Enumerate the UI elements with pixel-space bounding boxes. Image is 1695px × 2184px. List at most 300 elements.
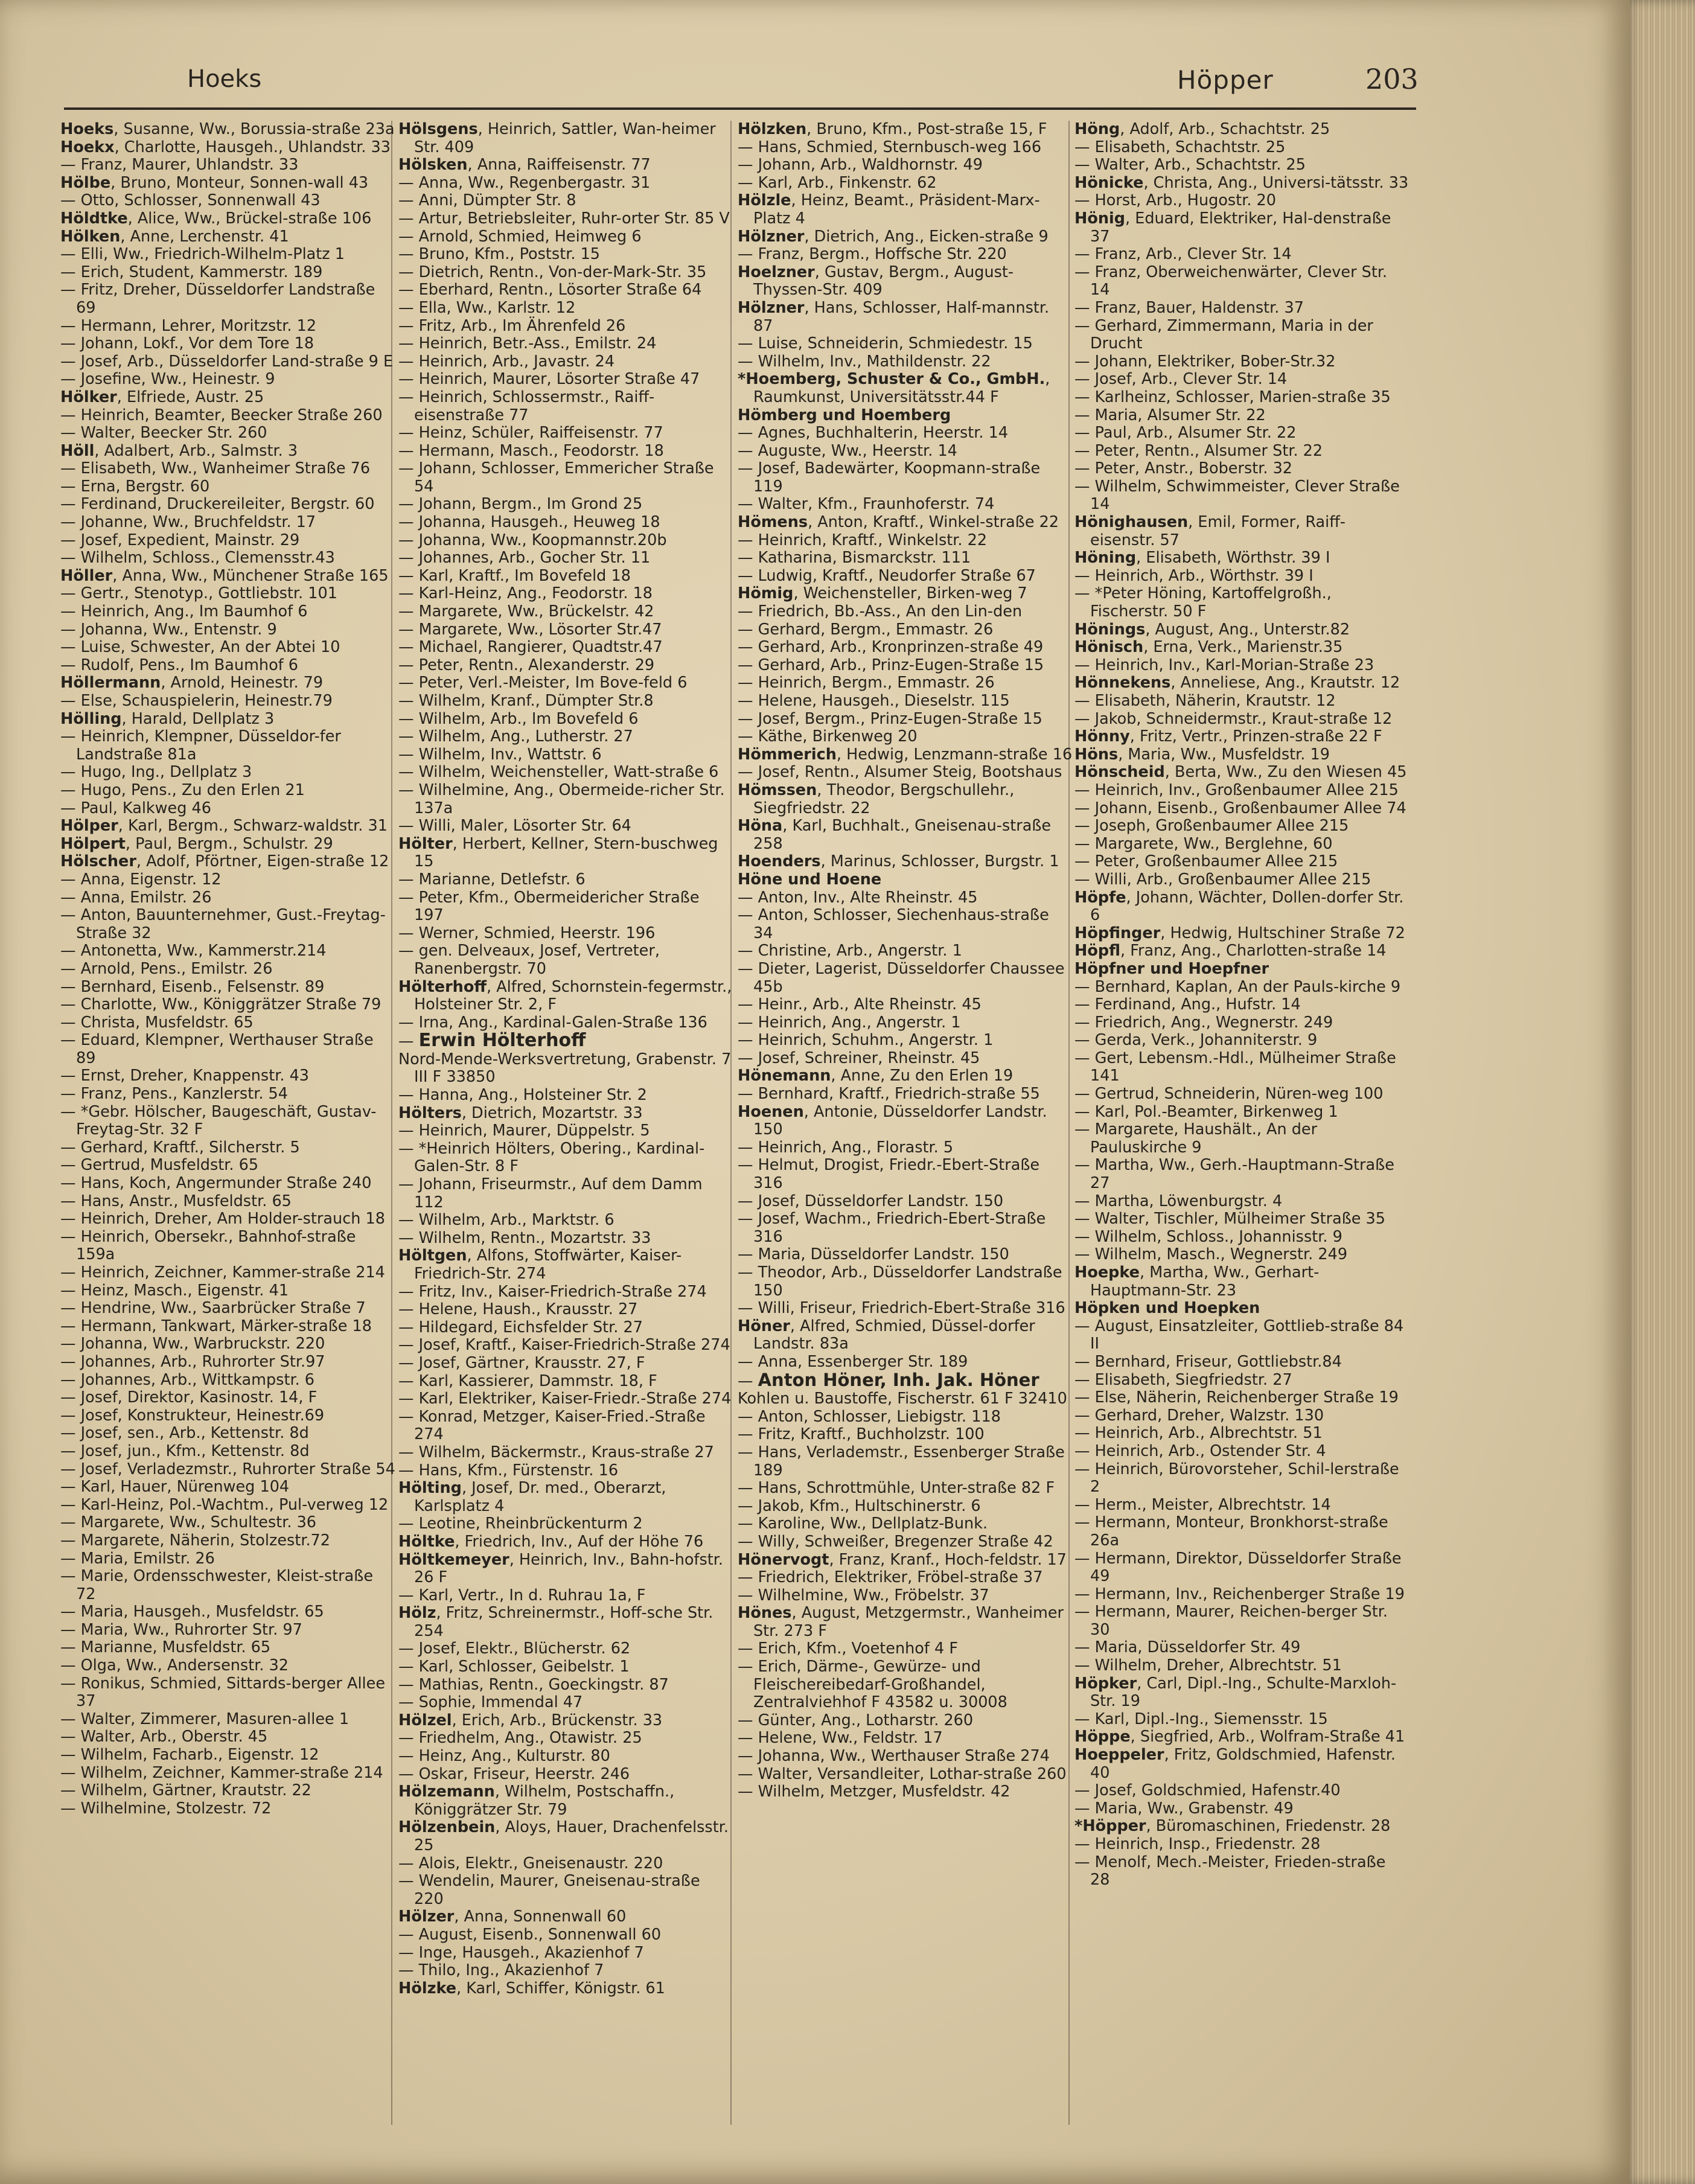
directory-entry: Hölzke, Karl, Schiffer, Königstr. 61 [398, 1979, 665, 1997]
directory-entry: — Luise, Schneiderin, Schmiedestr. 15 [738, 334, 1033, 353]
directory-entry: — Helene, Hausgeh., Dieselstr. 115 [738, 692, 1010, 710]
directory-entry: — Gertrud, Musfeldstr. 65 [60, 1156, 259, 1175]
directory-entry: Hölzken, Bruno, Kfm., Post-straße 15, F [738, 121, 1047, 138]
directory-entry: Hölsken, Anna, Raiffeisenstr. 77 [398, 156, 651, 174]
directory-entry: Höning, Elisabeth, Wörthstr. 39 I [1074, 549, 1330, 567]
directory-entry: — Jakob, Schneidermstr., Kraut-straße 12 [1074, 709, 1393, 728]
directory-entry: — Anton, Schlosser, Liebigstr. 118 [738, 1407, 1001, 1426]
directory-entry: — Ernst, Dreher, Knappenstr. 43 [60, 1067, 310, 1085]
directory-entry: — Paul, Kalkweg 46 [60, 799, 211, 817]
directory-entry: — Maria, Ww., Grabenstr. 49 [1074, 1799, 1294, 1818]
directory-entry: Höltgen, Alfons, Stoffwärter, Kaiser-Friedrich-Str. 274 [398, 1247, 682, 1283]
directory-entry: — Karl, Kassierer, Dammstr. 18, F [398, 1371, 657, 1390]
directory-entry: — Otto, Schlosser, Sonnenwall 43 [60, 191, 321, 210]
directory-entry: — Johann, Schlosser, Emmericher Straße 54 [398, 459, 714, 496]
directory-entry: Nord-Mende-Werksvertretung, Grabenstr. 7 III F 33850 [398, 1050, 732, 1087]
directory-entry: — Elisabeth, Ww., Wanheimer Straße 76 [60, 459, 371, 478]
directory-entry: — Anna, Eigenstr. 12 [60, 870, 222, 889]
directory-entry: — Wilhelm, Zeichner, Kammer-straße 214 [60, 1763, 383, 1782]
directory-entry: Höna, Karl, Buchhalt., Gneisenau-straße 258 [738, 817, 1052, 853]
directory-entry: — Hermann, Tankwart, Märker-straße 18 [60, 1317, 372, 1335]
directory-entry: — Joseph, Großenbaumer Allee 215 [1074, 817, 1349, 835]
directory-entry: — Gerda, Verk., Johanniterstr. 9 [1074, 1031, 1318, 1050]
directory-entry: — Wilhelm, Facharb., Eigenstr. 12 [60, 1746, 319, 1764]
directory-entry: — Anna, Essenberger Str. 189 [738, 1352, 968, 1371]
directory-entry: — Anton, Bauunternehmer, Gust.-Freytag-Straße 32 [60, 906, 386, 942]
directory-entry: Hölzenbein, Aloys, Hauer, Drachenfelsstr. 25 [398, 1818, 729, 1854]
directory-entry: *Hoemberg, Schuster & Co., GmbH., Raumkunst, Universitätsstr.44 F [738, 370, 1050, 406]
directory-entry: — Friedrich, Ang., Wegnerstr. 249 [1074, 1013, 1333, 1032]
directory-entry: Höldtke, Alice, Ww., Brückel-straße 106 [60, 209, 372, 228]
directory-entry: — Heinz, Ang., Kulturstr. 80 [398, 1747, 610, 1766]
directory-entry: — August, Einsatzleiter, Gottlieb-straße 84 II [1074, 1317, 1404, 1353]
directory-column-2 [398, 121, 733, 2137]
directory-entry: — Johanna, Hausgeh., Heuweg 18 [398, 513, 660, 532]
directory-entry: — Heinrich, Ang., Im Baumhof 6 [60, 602, 308, 621]
directory-entry: — Wilhelm, Weichensteller, Watt-straße 6 [398, 763, 719, 782]
directory-entry: — Elisabeth, Siegfriedstr. 27 [1074, 1370, 1292, 1389]
directory-entry: — Johannes, Arb., Wittkampstr. 6 [60, 1370, 315, 1389]
directory-entry: — Josef, Verladezmstr., Ruhrorter Straße 54 [60, 1460, 395, 1478]
directory-entry: — Käthe, Birkenweg 20 [738, 727, 918, 746]
directory-entry: — Walter, Tischler, Mülheimer Straße 35 [1074, 1210, 1385, 1228]
directory-entry: — Karl, Vertr., In d. Ruhrau 1a, F [398, 1586, 646, 1604]
directory-entry: — Konrad, Metzger, Kaiser-Fried.-Straße 274 [398, 1407, 706, 1444]
directory-entry: Höppe, Siegfried, Arb., Wolfram-Straße 41 [1074, 1728, 1405, 1746]
directory-entry: — Peter, Kfm., Obermeidericher Straße 197 [398, 888, 700, 925]
header-rule [64, 107, 1416, 110]
directory-entry: Hölsgens, Heinrich, Sattler, Wan-heimer Str. 409 [398, 121, 716, 156]
directory-entry: — Else, Näherin, Reichenberger Straße 19 [1074, 1388, 1399, 1407]
directory-entry: Hönemann, Anne, Zu den Erlen 19 [738, 1067, 1013, 1085]
directory-entry: Hoeppeler, Fritz, Goldschmied, Hafenstr. 40 [1074, 1746, 1396, 1782]
directory-entry: Hölpert, Paul, Bergm., Schulstr. 29 [60, 834, 333, 853]
directory-entry: Hönighausen, Emil, Former, Raiff-eisenstr. 57 [1074, 513, 1345, 549]
directory-entry: — Karl, Kraftf., Im Bovefeld 18 [398, 566, 631, 585]
directory-entry: — Heinrich, Klempner, Düsseldor-fer Landstraße 81a [60, 727, 341, 764]
directory-entry: — Ella, Ww., Karlstr. 12 [398, 298, 576, 317]
directory-entry: — Charlotte, Ww., Königgrätzer Straße 79 [60, 995, 381, 1014]
directory-entry: Hönings, August, Ang., Unterstr.82 [1074, 620, 1350, 639]
directory-entry: — Willi, Friseur, Friedrich-Ebert-Straße 316 [738, 1299, 1065, 1318]
directory-entry: — Margarete, Ww., Lösorter Str.47 [398, 620, 662, 639]
directory-entry: — Heinrich, Maurer, Lösorter Straße 47 [398, 370, 700, 389]
directory-entry: — Wilhelm, Bäckermstr., Kraus-straße 27 [398, 1443, 714, 1461]
directory-entry: — Josef, Düsseldorfer Landstr. 150 [738, 1192, 1004, 1210]
directory-entry: — Karl, Schlosser, Geibelstr. 1 [398, 1658, 630, 1676]
directory-entry: — Johannes, Arb., Ruhrorter Str.97 [60, 1352, 325, 1371]
directory-entry: — Bernhard, Friseur, Gottliebstr.84 [1074, 1352, 1342, 1371]
directory-entry: — Gerhard, Arb., Kronprinzen-straße 49 [738, 638, 1044, 657]
directory-entry: Hölker, Elfriede, Austr. 25 [60, 388, 264, 406]
directory-entry: — Gert, Lebensm.-Hdl., Mülheimer Straße 141 [1074, 1049, 1396, 1085]
directory-entry: — Rudolf, Pens., Im Baumhof 6 [60, 656, 298, 674]
directory-entry: Hölzer, Anna, Sonnenwall 60 [398, 1908, 627, 1926]
directory-entry: — Michael, Rangierer, Quadtstr.47 [398, 638, 663, 657]
directory-entry: Höltkemeyer, Heinrich, Inv., Bahn-hofstr. 26 F [398, 1550, 724, 1587]
directory-entry: — Karl, Hauer, Nürenweg 104 [60, 1478, 290, 1496]
directory-entry: — Josef, jun., Kfm., Kettenstr. 8d [60, 1442, 310, 1460]
directory-entry: — Dieter, Lagerist, Düsseldorfer Chaussee 45b [738, 959, 1065, 996]
directory-entry: — Heinrich, Inv., Großenbaumer Allee 215 [1074, 781, 1399, 799]
directory-entry: — Helmut, Drogist, Friedr.-Ebert-Straße 316 [738, 1156, 1040, 1193]
directory-entry: — Maria, Düsseldorfer Landstr. 150 [738, 1245, 1009, 1264]
directory-entry: — Margarete, Ww., Schultestr. 36 [60, 1513, 317, 1532]
directory-entry: — Heinrich, Obersekr., Bahnhof-straße 159a [60, 1227, 356, 1264]
directory-entry: — Wilhelm, Dreher, Albrechtstr. 51 [1074, 1656, 1342, 1675]
directory-entry: Hömig, Weichensteller, Birken-weg 7 [738, 584, 1027, 603]
directory-entry: Hoekx, Charlotte, Hausgeh., Uhlandstr. 33 [60, 138, 391, 156]
directory-entry: — Heinrich, Arb., Wörthstr. 39 I [1074, 566, 1314, 585]
directory-entry: — Peter, Rentn., Alexanderstr. 29 [398, 656, 655, 674]
directory-entry: — Josef, Gärtner, Krausstr. 27, F [398, 1353, 645, 1372]
directory-entry: — Heinrich, Ang., Angerstr. 1 [738, 1013, 961, 1032]
directory-entry: — Heinrich, Bergm., Emmastr. 26 [738, 674, 995, 692]
directory-entry: — Friedrich, Elektriker, Fröbel-straße 37 [738, 1568, 1043, 1587]
directory-entry: Höpken und Hoepken [1074, 1299, 1260, 1318]
directory-entry: — Josef, Konstrukteur, Heinestr.69 [60, 1406, 325, 1425]
directory-entry: — Heinrich, Dreher, Am Holder-strauch 18 [60, 1210, 385, 1228]
directory-entry: — Josef, Schreiner, Rheinstr. 45 [738, 1049, 980, 1067]
directory-entry: — Johann, Lokf., Vor dem Tore 18 [60, 334, 314, 353]
directory-entry: — Anton, Inv., Alte Rheinstr. 45 [738, 888, 978, 907]
directory-entry: — Elisabeth, Näherin, Krautstr. 12 [1074, 692, 1336, 710]
directory-entry: Hömens, Anton, Kraftf., Winkel-straße 22 [738, 513, 1059, 532]
directory-entry: — Alois, Elektr., Gneisenaustr. 220 [398, 1854, 663, 1873]
directory-entry: — Gerhard, Kraftf., Silcherstr. 5 [60, 1138, 300, 1157]
directory-entry: — Johanna, Ww., Werthauser Straße 274 [738, 1747, 1050, 1766]
directory-entry: — Luise, Schwester, An der Abtei 10 [60, 638, 340, 657]
directory-entry: Hölken, Anne, Lerchenstr. 41 [60, 227, 289, 246]
directory-entry: — Erwin Hölterhoff [398, 1030, 586, 1052]
directory-entry: Höller, Anna, Ww., Münchener Straße 165 [60, 566, 389, 585]
directory-entry: — Walter, Arb., Schachtstr. 25 [1074, 156, 1306, 174]
directory-entry: — Anton Höner, Inh. Jak. Höner [738, 1369, 1039, 1390]
directory-entry: — Karlheinz, Schlosser, Marien-straße 35 [1074, 388, 1391, 406]
directory-entry: Hoelzner, Gustav, Bergm., August-Thyssen-Str. 409 [738, 263, 1014, 299]
directory-entry: — Anton, Schlosser, Siechenhaus-straße 34 [738, 906, 1049, 942]
directory-entry: — Maria, Emilstr. 26 [60, 1549, 215, 1568]
directory-entry: *Höpper, Büromaschinen, Friedenstr. 28 [1074, 1817, 1391, 1836]
directory-entry: — Helene, Haush., Krausstr. 27 [398, 1300, 638, 1319]
directory-entry: — Franz, Oberweichenwärter, Clever Str. 14 [1074, 263, 1388, 299]
directory-entry: — Hildegard, Eichsfelder Str. 27 [398, 1318, 643, 1336]
directory-entry: — Oskar, Friseur, Heerstr. 246 [398, 1764, 630, 1783]
directory-entry: — Hans, Kfm., Fürstenstr. 16 [398, 1461, 619, 1480]
directory-entry: Hölter, Herbert, Kellner, Stern-buschweg 15 [398, 834, 718, 871]
directory-entry: Höllermann, Arnold, Heinestr. 79 [60, 674, 324, 692]
directory-entry: Hölters, Dietrich, Mozartstr. 33 [398, 1103, 643, 1122]
directory-entry: — Johanna, Ww., Koopmannstr.20b [398, 531, 667, 549]
directory-entry: — Eberhard, Rentn., Lösorter Straße 64 [398, 281, 702, 299]
directory-entry: Hoeks, Susanne, Ww., Borussia-straße 23a [60, 121, 395, 138]
directory-entry: — Herm., Meister, Albrechtstr. 14 [1074, 1495, 1331, 1514]
directory-entry: — Wilhelm, Ang., Lutherstr. 27 [398, 727, 633, 746]
directory-entry: — *Heinrich Hölters, Obering., Kardinal-Galen-Str. 8 F [398, 1139, 705, 1176]
directory-entry: — Eduard, Klempner, Werthauser Straße 89 [60, 1031, 374, 1067]
directory-entry: — Johanne, Ww., Bruchfeldstr. 17 [60, 513, 316, 532]
directory-entry: Hönicke, Christa, Ang., Universi-tätsstr. 33 [1074, 173, 1409, 192]
directory-entry: — Hans, Schrottmühle, Unter-straße 82 F [738, 1479, 1055, 1498]
directory-entry: — Ronikus, Schmied, Sittards-berger Allee 37 [60, 1674, 386, 1711]
directory-entry: — Bruno, Kfm., Poststr. 15 [398, 245, 601, 264]
directory-entry: Höpker, Carl, Dipl.-Ing., Schulte-Marxloh-Str. 19 [1074, 1674, 1397, 1711]
directory-entry: — Wilhelm, Gärtner, Krautstr. 22 [60, 1781, 311, 1800]
directory-entry: — Walter, Arb., Oberstr. 45 [60, 1728, 268, 1746]
directory-entry: — Bernhard, Kraftf., Friedrich-straße 55 [738, 1085, 1040, 1103]
directory-entry: Hönervogt, Franz, Kranf., Hoch-feldstr. 17 [738, 1550, 1067, 1569]
directory-entry: Hönig, Eduard, Elektriker, Hal-denstraße 37 [1074, 209, 1391, 246]
directory-entry: — Friedrich, Bb.-Ass., An den Lin-den [738, 602, 1023, 621]
directory-entry: — Peter, Verl.-Meister, Im Bove-feld 6 [398, 674, 688, 692]
directory-column-1 [60, 121, 395, 2137]
directory-entry: Hölterhoff, Alfred, Schornstein-fegermstr., Holsteiner Str. 2, F [398, 977, 732, 1014]
directory-entry: — Hans, Schmied, Sternbusch-weg 166 [738, 138, 1042, 156]
directory-entry: — Wilhelmine, Stolzestr. 72 [60, 1799, 272, 1818]
directory-entry: Hoenders, Marinus, Schlosser, Burgstr. 1 [738, 852, 1059, 871]
directory-entry: — Wendelin, Maurer, Gneisenau-straße 220 [398, 1872, 700, 1908]
directory-entry: — Heinrich, Bürovorsteher, Schil-lerstraße 2 [1074, 1460, 1399, 1496]
directory-entry: Hölper, Karl, Bergm., Schwarz-waldstr. 31 [60, 817, 388, 835]
directory-entry: — Thilo, Ing., Akazienhof 7 [398, 1961, 604, 1980]
directory-entry: — Johann, Friseurmstr., Auf dem Damm 112 [398, 1175, 703, 1212]
directory-entry: Hönnekens, Anneliese, Ang., Krautstr. 12 [1074, 674, 1400, 692]
directory-entry: — Karoline, Ww., Dellplatz-Bunk. [738, 1515, 988, 1533]
directory-entry: — Hermann, Masch., Feodorstr. 18 [398, 441, 664, 460]
directory-entry: — Heinrich, Maurer, Düppelstr. 5 [398, 1122, 650, 1140]
directory-entry: — Wilhelmine, Ww., Fröbelstr. 37 [738, 1586, 989, 1604]
directory-entry: — Heinrich, Schuhm., Angerstr. 1 [738, 1031, 994, 1050]
directory-entry: — Karl, Dipl.-Ing., Siemensstr. 15 [1074, 1710, 1328, 1728]
directory-entry: — Hermann, Lehrer, Moritzstr. 12 [60, 316, 317, 335]
directory-entry: — Margarete, Näherin, Stolzestr.72 [60, 1531, 331, 1550]
directory-entry: Hönny, Fritz, Vertr., Prinzen-straße 22 F [1074, 727, 1382, 746]
directory-entry: — Gerhard, Bergm., Emmastr. 26 [738, 620, 994, 639]
directory-entry: — Josef, Wachm., Friedrich-Ebert-Straße 316 [738, 1210, 1046, 1246]
directory-entry: Höltke, Friedrich, Inv., Auf der Höhe 76 [398, 1532, 704, 1551]
directory-entry: — Bernhard, Eisenb., Felsenstr. 89 [60, 977, 325, 996]
directory-entry: — Sophie, Immendal 47 [398, 1693, 583, 1712]
directory-entry: Höpfinger, Hedwig, Hultschiner Straße 72 [1074, 924, 1405, 942]
directory-entry: — Josef, Elektr., Blücherstr. 62 [398, 1640, 631, 1658]
directory-entry: — Josef, Direktor, Kasinostr. 14, F [60, 1388, 318, 1407]
directory-entry: — Erich, Därme-, Gewürze- und Fleischereibedarf-Großhandel, Zentralviehhof F 43582 u. 30008 [738, 1658, 1007, 1712]
directory-entry: Höpfner und Hoepfner [1074, 959, 1269, 978]
directory-entry: — Josef, Badewärter, Koopmann-straße 119 [738, 459, 1041, 496]
directory-entry: Hönes, August, Metzgermstr., Wanheimer Str. 273 F [738, 1604, 1064, 1640]
directory-entry: Hoepke, Martha, Ww., Gerhart-Hauptmann-Str. 23 [1074, 1263, 1320, 1300]
directory-entry: — Hugo, Pens., Zu den Erlen 21 [60, 781, 305, 799]
directory-column-3 [738, 121, 1073, 2137]
directory-entry: — Karl-Heinz, Ang., Feodorstr. 18 [398, 584, 653, 603]
directory-entry: — Erich, Student, Kammerstr. 189 [60, 263, 323, 281]
directory-entry: — Heinrich, Arb., Ostender Str. 4 [1074, 1442, 1326, 1460]
directory-entry: — Heinrich, Insp., Friedenstr. 28 [1074, 1835, 1321, 1853]
directory-entry: Höner, Alfred, Schmied, Düssel-dorfer Landstr. 83a [738, 1317, 1035, 1353]
directory-entry: — Fritz, Kraftf., Buchholzstr. 100 [738, 1425, 985, 1444]
directory-entry: — Wilhelm, Schloss., Johannisstr. 9 [1074, 1227, 1342, 1246]
directory-entry: — Ferdinand, Ang., Hufstr. 14 [1074, 995, 1301, 1014]
directory-entry: — Josef, Expedient, Mainstr. 29 [60, 531, 300, 549]
directory-entry: — *Peter Höning, Kartoffelgroßh., Fischerstr. 50 F [1074, 584, 1332, 621]
directory-entry: Kohlen u. Baustoffe, Fischerstr. 61 F 32410 [738, 1390, 1067, 1408]
directory-entry: Hölbe, Bruno, Monteur, Sonnen-wall 43 [60, 173, 369, 192]
directory-entry: — Peter, Großenbaumer Allee 215 [1074, 852, 1338, 871]
directory-entry: — Christine, Arb., Angerstr. 1 [738, 942, 962, 960]
directory-entry: Hoenen, Antonie, Düsseldorfer Landstr. 150 [738, 1102, 1047, 1139]
directory-entry: — Heinrich, Arb., Albrechtstr. 51 [1074, 1424, 1323, 1443]
directory-entry: Höne und Hoene [738, 870, 882, 889]
directory-entry: — Martha, Ww., Gerh.-Hauptmann-Straße 27 [1074, 1156, 1394, 1193]
running-head-right: Höpper [1177, 65, 1274, 95]
directory-entry: — Karl, Arb., Finkenstr. 62 [738, 173, 937, 192]
directory-entry: — Leotine, Rheinbrückenturm 2 [398, 1515, 643, 1533]
directory-entry: — Hermann, Direktor, Düsseldorfer Straße 49 [1074, 1549, 1402, 1586]
directory-entry: — Josef, Goldschmied, Hafenstr.40 [1074, 1781, 1341, 1800]
directory-entry: — Erich, Kfm., Voetenhof 4 F [738, 1640, 958, 1658]
directory-entry: — Hanna, Ang., Holsteiner Str. 2 [398, 1086, 647, 1105]
directory-column-4 [1074, 121, 1409, 2137]
directory-entry: — Antonetta, Ww., Kammerstr.214 [60, 942, 327, 960]
directory-entry: — Günter, Ang., Lotharstr. 260 [738, 1711, 974, 1729]
directory-entry: — Willy, Schweißer, Bregenzer Straße 42 [738, 1532, 1053, 1551]
directory-entry: — Hermann, Inv., Reichenberger Straße 19 [1074, 1585, 1405, 1603]
directory-entry: — Margarete, Ww., Berglehne, 60 [1074, 834, 1333, 853]
directory-entry: Hönisch, Erna, Verk., Marienstr.35 [1074, 638, 1343, 657]
directory-entry: — Gerhard, Zimmermann, Maria in der Drucht [1074, 316, 1373, 353]
directory-entry: Hömmerich, Hedwig, Lenzmann-straße 16 [738, 745, 1073, 764]
directory-entry: — Hans, Koch, Angermunder Straße 240 [60, 1174, 372, 1193]
directory-entry: — Ferdinand, Druckereileiter, Bergstr. 60 [60, 495, 375, 514]
directory-entry: — Olga, Ww., Andersenstr. 32 [60, 1656, 289, 1675]
directory-entry: — Margarete, Haushält., An der Pauluskirche 9 [1074, 1120, 1318, 1157]
directory-entry: — Josef, Bergm., Prinz-Eugen-Straße 15 [738, 709, 1042, 728]
directory-entry: Hölling, Harald, Dellplatz 3 [60, 709, 275, 728]
directory-entry: Höpfl, Franz, Ang., Charlotten-straße 14 [1074, 942, 1387, 960]
directory-entry: — Franz, Bauer, Haldenstr. 37 [1074, 298, 1304, 317]
directory-entry: — Else, Schauspielerin, Heinestr.79 [60, 692, 333, 710]
directory-entry: — Johann, Eisenb., Großenbaumer Allee 74 [1074, 799, 1406, 817]
directory-entry: — Josef, Rentn., Alsumer Steig, Bootshaus [738, 763, 1062, 782]
directory-entry: — Auguste, Ww., Heerstr. 14 [738, 441, 957, 460]
directory-entry: — Hendrine, Ww., Saarbrücker Straße 7 [60, 1299, 366, 1318]
directory-entry: — Wilhelm, Schloss., Clemensstr.43 [60, 549, 335, 567]
directory-entry: — Artur, Betriebsleiter, Ruhr-orter Str. 85 V [398, 209, 730, 228]
directory-entry: — Maria, Ww., Ruhrorter Str. 97 [60, 1620, 302, 1639]
directory-entry: — Johanna, Ww., Entenstr. 9 [60, 620, 277, 639]
directory-entry: Höpfe, Johann, Wächter, Dollen-dorfer Str. 6 [1074, 888, 1404, 925]
directory-entry: — Walter, Beecker Str. 260 [60, 424, 267, 442]
directory-entry: — Hans, Verlademstr., Essenberger Straße 189 [738, 1443, 1065, 1480]
directory-entry: Höns, Maria, Ww., Musfeldstr. 19 [1074, 745, 1330, 764]
directory-entry: — Maria, Düsseldorfer Str. 49 [1074, 1638, 1301, 1657]
directory-entry: — Heinrich, Zeichner, Kammer-straße 214 [60, 1263, 385, 1282]
directory-entry: Hölscher, Adolf, Pförtner, Eigen-straße 12 [60, 852, 389, 871]
directory-entry: — Marianne, Musfeldstr. 65 [60, 1638, 271, 1657]
directory-entry: — Walter, Versandleiter, Lothar-straße 260 [738, 1764, 1067, 1783]
directory-entry: — Theodor, Arb., Düsseldorfer Landstraße 150 [738, 1263, 1062, 1300]
directory-entry: — Menolf, Mech.-Meister, Frieden-straße 28 [1074, 1853, 1386, 1889]
directory-entry: — Johanna, Ww., Warbruckstr. 220 [60, 1335, 325, 1353]
book-edge [1624, 0, 1695, 2184]
directory-entry: — Friedhelm, Ang., Otawistr. 25 [398, 1729, 642, 1748]
directory-entry: — Franz, Bergm., Hoffsche Str. 220 [738, 245, 1007, 264]
directory-entry: — Agnes, Buchhalterin, Heerstr. 14 [738, 424, 1009, 442]
directory-entry: — Peter, Anstr., Boberstr. 32 [1074, 459, 1293, 478]
page-number: 203 [1365, 63, 1419, 95]
directory-entry: — Wilhelm, Kranf., Dümpter Str.8 [398, 692, 654, 710]
directory-entry: — Heinrich, Inv., Karl-Morian-Straße 23 [1074, 656, 1374, 674]
directory-entry: — Jakob, Kfm., Hultschinerstr. 6 [738, 1496, 981, 1515]
directory-entry: — Heinrich, Arb., Javastr. 24 [398, 352, 615, 371]
directory-entry: — Horst, Arb., Hugostr. 20 [1074, 191, 1277, 210]
directory-entry: — Fritz, Inv., Kaiser-Friedrich-Straße 274 [398, 1282, 707, 1301]
directory-entry: — Heinz, Schüler, Raiffeisenstr. 77 [398, 424, 663, 442]
directory-entry: — Gerhard, Dreher, Walzstr. 130 [1074, 1406, 1324, 1425]
directory-entry: Hölzemann, Wilhelm, Postschaffn., Königgrätzer Str. 79 [398, 1783, 675, 1819]
directory-entry: — Johannes, Arb., Gocher Str. 11 [398, 549, 651, 567]
directory-entry: — Wilhelm, Inv., Mathildenstr. 22 [738, 352, 991, 371]
directory-entry: — Wilhelm, Arb., Im Bovefeld 6 [398, 709, 639, 728]
directory-entry: Hölting, Josef, Dr. med., Oberarzt, Karlsplatz 4 [398, 1479, 666, 1515]
directory-entry: — Franz, Arb., Clever Str. 14 [1074, 245, 1292, 264]
directory-entry: Hölzner, Dietrich, Ang., Eicken-straße 9 [738, 227, 1049, 246]
directory-entry: — Josef, Arb., Düsseldorfer Land-straße 9 E [60, 352, 394, 371]
directory-entry: — Maria, Alsumer Str. 22 [1074, 406, 1266, 424]
directory-entry: — Heinr., Arb., Alte Rheinstr. 45 [738, 995, 982, 1014]
directory-entry: — Hans, Anstr., Musfeldstr. 65 [60, 1192, 292, 1210]
directory-entry: — Heinrich, Schlossermstr., Raiff-eisenstraße 77 [398, 388, 655, 424]
directory-entry: — Margarete, Ww., Brückelstr. 42 [398, 602, 654, 621]
directory-entry: — Wilhelm, Rentn., Mozartstr. 33 [398, 1228, 651, 1247]
directory-entry: Höll, Adalbert, Arb., Salmstr. 3 [60, 441, 298, 460]
directory-entry: — August, Eisenb., Sonnenwall 60 [398, 1925, 662, 1944]
directory-entry: — Karl-Heinz, Pol.-Wachtm., Pul-verweg 12 [60, 1495, 389, 1514]
directory-entry: — Karl, Elektriker, Kaiser-Friedr.-Straße 274 [398, 1390, 732, 1408]
directory-entry: — Franz, Pens., Kanzlerstr. 54 [60, 1085, 288, 1103]
directory-entry: — Josef, Kraftf., Kaiser-Friedrich-Straße 274 [398, 1336, 730, 1355]
directory-entry: — Werner, Schmied, Heerstr. 196 [398, 924, 656, 942]
directory-entry: — Bernhard, Kaplan, An der Pauls-kirche 9 [1074, 977, 1401, 996]
directory-entry: — Fritz, Arb., Im Ährenfeld 26 [398, 316, 626, 335]
directory-entry: — Wilhelm, Inv., Wattstr. 6 [398, 745, 602, 764]
directory-entry: — Heinrich, Kraftf., Winkelstr. 22 [738, 531, 988, 549]
directory-entry: — Heinrich, Ang., Florastr. 5 [738, 1138, 954, 1157]
directory-entry: — Heinrich, Beamter, Beecker Straße 260 [60, 406, 383, 424]
directory-entry: Hömssen, Theodor, Bergschullehr., Siegfriedstr. 22 [738, 781, 1015, 817]
directory-entry: Hölzner, Hans, Schlosser, Half-mannstr. 87 [738, 298, 1050, 335]
directory-entry: — Wilhelmine, Ang., Obermeide-richer Str. 137a [398, 781, 725, 817]
directory-entry: Hölzel, Erich, Arb., Brückenstr. 33 [398, 1711, 663, 1729]
directory-entry: — Arnold, Schmied, Heimweg 6 [398, 227, 642, 246]
directory-entry: — Gerhard, Arb., Prinz-Eugen-Straße 15 [738, 656, 1044, 674]
directory-entry: — Erna, Bergstr. 60 [60, 477, 210, 496]
running-head-left: Hoeks [187, 65, 262, 93]
directory-entry: — Wilhelm, Schwimmeister, Clever Straße 14 [1074, 477, 1400, 514]
directory-entry: — Peter, Rentn., Alsumer Str. 22 [1074, 441, 1323, 460]
directory-entry: — *Gebr. Hölscher, Baugeschäft, Gustav-Freytag-Str. 32 F [60, 1102, 377, 1139]
directory-entry: — Arnold, Pens., Emilstr. 26 [60, 959, 273, 978]
directory-entry: — Elisabeth, Schachtstr. 25 [1074, 138, 1286, 156]
directory-entry: — Anni, Dümpter Str. 8 [398, 191, 576, 210]
directory-entry: Hölz, Fritz, Schreinermstr., Hoff-sche Str. 254 [398, 1604, 713, 1640]
directory-entry: — Maria, Hausgeh., Musfeldstr. 65 [60, 1603, 324, 1621]
directory-entry: — Heinrich, Betr.-Ass., Emilstr. 24 [398, 334, 657, 353]
directory-entry: Hömberg und Hoemberg [738, 406, 951, 424]
directory-entry: — Franz, Maurer, Uhlandstr. 33 [60, 156, 299, 174]
directory-entry: — Hermann, Monteur, Bronkhorst-straße 26a [1074, 1513, 1388, 1550]
directory-entry: — Ludwig, Kraftf., Neudorfer Straße 67 [738, 566, 1036, 585]
